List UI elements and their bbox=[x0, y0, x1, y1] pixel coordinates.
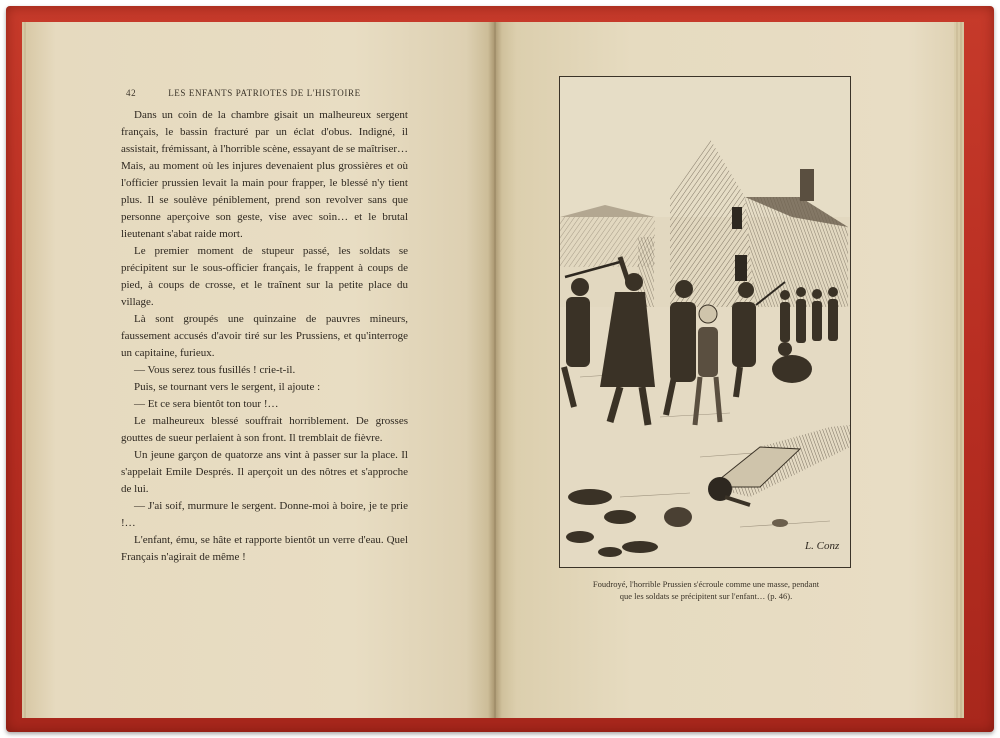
running-head-title: LES ENFANTS PATRIOTES DE L'HISTOIRE bbox=[168, 88, 361, 98]
paragraph: Le premier moment de stupeur passé, les soldats se précipitent sur le sous-officier français, le frappent à coups de pied, à coups de crosse, et le traînent sur la petite place du village. bbox=[121, 245, 408, 308]
paragraph: Là sont groupés une quinzaine de pauvres mineurs, faussement accusés d'avoir tiré sur les Prussiens, et qu'interroge un capitaine, furieux. bbox=[121, 313, 408, 359]
caption-line: Foudroyé, l'horrible Prussien s'écroule comme une masse, pendant bbox=[592, 579, 820, 589]
paragraph: — Vous serez tous fusillés ! crie-t-il. bbox=[134, 364, 296, 376]
paragraph: Puis, se tournant vers le sergent, il ajoute : bbox=[134, 381, 321, 393]
caption-line: que les soldats se précipitent sur l'enfant… (p. 46). bbox=[619, 591, 793, 601]
engraving-drawing bbox=[560, 77, 850, 567]
paragraph: Le malheureux blessé souffrait horriblement. De grosses gouttes de sueur perlaient à son front. Il tremblait de fièvre. bbox=[121, 415, 408, 444]
illustration-caption bbox=[570, 578, 842, 602]
paragraph: Un jeune garçon de quatorze ans vint à passer sur la place. Il s'appelait Emile Després. Il aperçoit un des nôtres et s'approche de lui. bbox=[121, 449, 408, 495]
artist-signature bbox=[804, 540, 840, 552]
body-text bbox=[121, 107, 408, 566]
paragraph: — J'ai soif, murmure le sergent. Donne-moi à boire, je te prie !… bbox=[121, 500, 408, 529]
paragraph: L'enfant, ému, se hâte et rapporte bientôt un verre d'eau. Quel Français n'agirait de même ! bbox=[121, 534, 408, 563]
engraving-illustration bbox=[559, 76, 851, 568]
page-number: 42 bbox=[126, 88, 137, 98]
paragraph: Dans un coin de la chambre gisait un malheureux sergent français, le bassin fracturé par un éclat d'obus. Indigné, il assistait, frémissant, à l'horrible scène, essayant de se maîtriser… Mais, au moment où les injures devenaient plus grossières et où l'officier prussien levait la main pour frapper, le blessé n'y tient plus. Il se soulève péniblement, prend son revolver sans que personne aperçoive son geste, vise avec soin… et le brutal lieutenant s'abat raide mort. bbox=[121, 109, 408, 240]
svg-text:L. Conz: L. Conz bbox=[805, 540, 840, 552]
paragraph: — Et ce sera bientôt ton tour !… bbox=[134, 398, 279, 410]
running-header bbox=[126, 88, 382, 98]
book-gutter bbox=[488, 22, 502, 718]
